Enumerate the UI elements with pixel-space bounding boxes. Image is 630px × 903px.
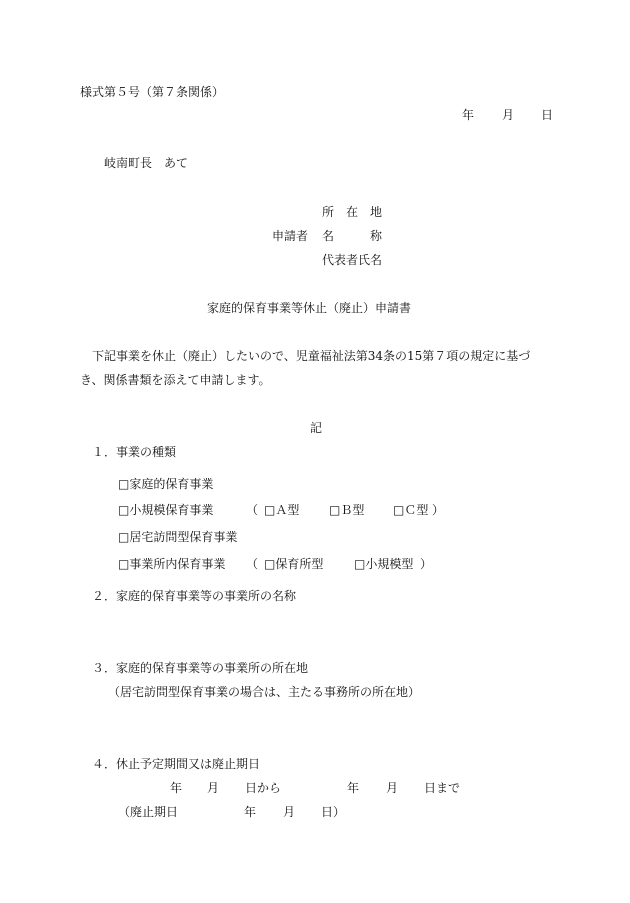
date-year-label: 年 bbox=[462, 108, 475, 122]
form-number: 様式第５号（第７条関係） bbox=[80, 85, 225, 99]
workplace-type-nursery-checkbox[interactable]: □保育所型 bbox=[264, 557, 324, 571]
section4-heading: ４．休止予定期間又は廃止期日 bbox=[92, 757, 261, 771]
body-line-1: 下記事業を休止（廃止）したいので、児童福祉法第34条の15第７項の規定に基づ bbox=[92, 349, 531, 363]
business-type-home-visit-checkbox[interactable]: □居宅訪問型保育事業 bbox=[118, 530, 238, 544]
document-title: 家庭的保育事業等休止（廃止）申請書 bbox=[207, 301, 412, 315]
period-day-from-label: 日から bbox=[245, 781, 282, 795]
small-type-close-paren: ） bbox=[432, 503, 445, 517]
period-month1-label: 月 bbox=[207, 781, 220, 795]
date-day-label: 日 bbox=[541, 108, 554, 122]
date-month-label: 月 bbox=[502, 108, 515, 122]
workplace-type-small-checkbox[interactable]: □小規模型 bbox=[354, 557, 414, 571]
address-label: 所 在 地 bbox=[322, 205, 383, 219]
abolish-year-label: 年 bbox=[244, 805, 257, 819]
business-type-workplace-checkbox[interactable]: □事業所内保育事業 bbox=[118, 557, 226, 571]
abolish-day-label: 日） bbox=[321, 805, 346, 819]
small-type-open-paren: （ bbox=[246, 503, 259, 517]
small-type-a-checkbox[interactable]: □Ａ型 bbox=[264, 503, 300, 517]
business-type-family-checkbox[interactable]: □家庭的保育事業 bbox=[118, 477, 214, 491]
period-month2-label: 月 bbox=[386, 781, 399, 795]
name-label: 名 称 bbox=[322, 229, 383, 243]
section1-heading: １．事業の種類 bbox=[92, 445, 177, 459]
addressee: 岐南町長 あて bbox=[104, 156, 189, 170]
small-type-c-checkbox[interactable]: □Ｃ型 bbox=[393, 503, 429, 517]
period-year1-label: 年 bbox=[170, 781, 183, 795]
ki-marker: 記 bbox=[310, 421, 323, 435]
small-type-b-checkbox[interactable]: □Ｂ型 bbox=[329, 503, 365, 517]
section3-note: （居宅訪問型保育事業の場合は、主たる事務所の所在地） bbox=[108, 685, 421, 699]
abolish-date-label: （廃止期日 bbox=[118, 805, 179, 819]
abolish-month-label: 月 bbox=[283, 805, 296, 819]
body-line-2: き、関係書類を添えて申請します。 bbox=[80, 373, 271, 387]
period-year2-label: 年 bbox=[347, 781, 360, 795]
business-type-small-checkbox[interactable]: □小規模保育事業 bbox=[118, 503, 214, 517]
workplace-type-open-paren: （ bbox=[246, 557, 259, 571]
section2-heading: ２．家庭的保育事業等の事業所の名称 bbox=[92, 589, 297, 603]
representative-label: 代表者氏名 bbox=[322, 253, 383, 267]
period-day-to-label: 日まで bbox=[424, 781, 461, 795]
applicant-label: 申請者 bbox=[272, 229, 309, 243]
workplace-type-close-paren: ） bbox=[420, 557, 433, 571]
section3-heading: ３．家庭的保育事業等の事業所の所在地 bbox=[92, 661, 309, 675]
